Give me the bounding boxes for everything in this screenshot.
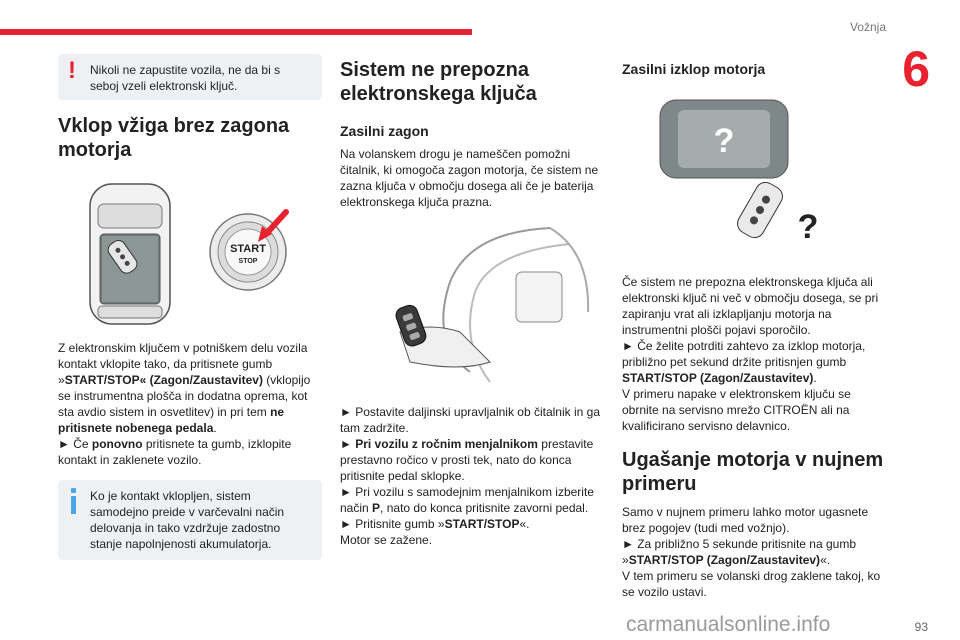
key-not-detected-paragraph: Če sistem ne prepozna elektronskega ključa ali elektronski ključ ni več v območju dosega, se pri zapiranju vrat ali izklapljanju motorja na instrumentni plošči pojavi sporočilo.	[622, 275, 879, 337]
section-title: Vožnja	[849, 20, 886, 34]
car-key-illustration	[58, 174, 322, 334]
car-key-question-illustration	[622, 86, 886, 260]
column-left	[58, 54, 322, 560]
question-mark-car: ?	[713, 122, 735, 160]
header-accent-bar	[0, 29, 472, 35]
emergency-stop-step: ► Za približno 5 sekunde pritisnite na gumb »START/STOP (Zagon/Zaustavitev)«.	[622, 537, 856, 567]
step-hold-remote: ► Postavite daljinski upravljalnik ob čitalnik in ga tam zadržite.	[340, 405, 601, 435]
info-box	[58, 480, 322, 560]
column-middle	[340, 54, 604, 548]
step-automatic-gearbox: ► Pri vozilu s samodejnim menjalnikom izberite način P, nato do konca pritisnite zavorni pedal.	[340, 485, 594, 515]
ignition-step: ► Če ponovno pritisnete ta gumb, izklopite kontakt in zaklenete vozilo.	[58, 437, 292, 467]
step-press-start: ► Pritisnite gumb »START/STOP«.	[340, 517, 530, 531]
engine-starts-text: Motor se zažene.	[340, 533, 433, 547]
stop-label: STOP	[238, 258, 258, 265]
subheading-emergency-start: Zasilni zagon	[340, 123, 429, 139]
steering-reader-illustration	[340, 222, 604, 392]
question-mark-key: ?	[797, 208, 819, 246]
exclamation-icon: !	[68, 57, 76, 84]
confirm-stop-step: ► Če želite potrditi zahtevo za izklop motorja, približno pet sekund držite pritisnjen gumb START/STOP (Zagon/Zaustavitev).	[622, 339, 866, 385]
backup-reader-illustration	[340, 222, 604, 392]
warning-text: Nikoli ne zapustite vozila, ne da bi s seboj vzeli elektronski ključ.	[90, 63, 281, 93]
fault-service-paragraph: V primeru napake v elektronskem ključu se obrnite na servisno mrežo CITROËN ali na kvalificirano servisno delavnico.	[622, 387, 851, 433]
info-text: Ko je kontakt vklopljen, sistem samodejno preide v varčevalni način delovanja in tako vzdržuje zadostno stanje napolnjenosti akumulatorja.	[90, 489, 285, 551]
column-right	[622, 54, 886, 600]
chapter-number: 6	[902, 41, 930, 97]
step-manual-gearbox: ► Pri vozilu z ročnim menjalnikom prestavite prestavno ročico v prosti tek, nato do konca pritisnite pedal sklopke.	[340, 437, 594, 483]
subheading-emergency-stop: Zasilni izklop motorja	[622, 61, 766, 77]
emergency-start-paragraph: Na volanskem drogu je nameščen pomožni čitalnik, ki omogoča zagon motorja, če sistem ne zazna ključa v območju dosega ali če je baterija elektronskega ključa prazna.	[340, 147, 599, 209]
warning-box	[58, 54, 322, 100]
ignition-paragraph: Z elektronskim ključem v potniškem delu vozila kontakt vklopite tako, da pritisnete gumb »START/STOP« (Zagon/Zaustavitev) (vklopijo se instrumentna plošča in dodatna oprema, kot sta avdio sistem in osvetlitev) in pri tem ne pritisnete nobenega pedala.	[58, 341, 311, 435]
section-heading-key-not-recognized: Sistem ne prepozna elektronskega ključa	[340, 59, 537, 105]
section-heading-emergency-stop: Ugašanje motorja v nujnem primeru	[622, 449, 884, 495]
section-heading-ignition: Vklop vžiga brez zagona motorja	[58, 115, 290, 161]
ignition-illustration	[58, 174, 322, 334]
steering-lock-paragraph: V tem primeru se volanski drog zaklene takoj, ko se vozilo ustavi.	[622, 569, 881, 599]
page-number: 93	[914, 620, 928, 634]
key-question-illustration	[622, 86, 886, 260]
emergency-stop-paragraph: Samo v nujnem primeru lahko motor ugasnete brez pogojev (tudi med vožnjo).	[622, 505, 869, 535]
watermark: carmanualsonline.info	[626, 613, 831, 636]
start-label: START	[230, 243, 266, 255]
info-icon	[71, 488, 76, 514]
